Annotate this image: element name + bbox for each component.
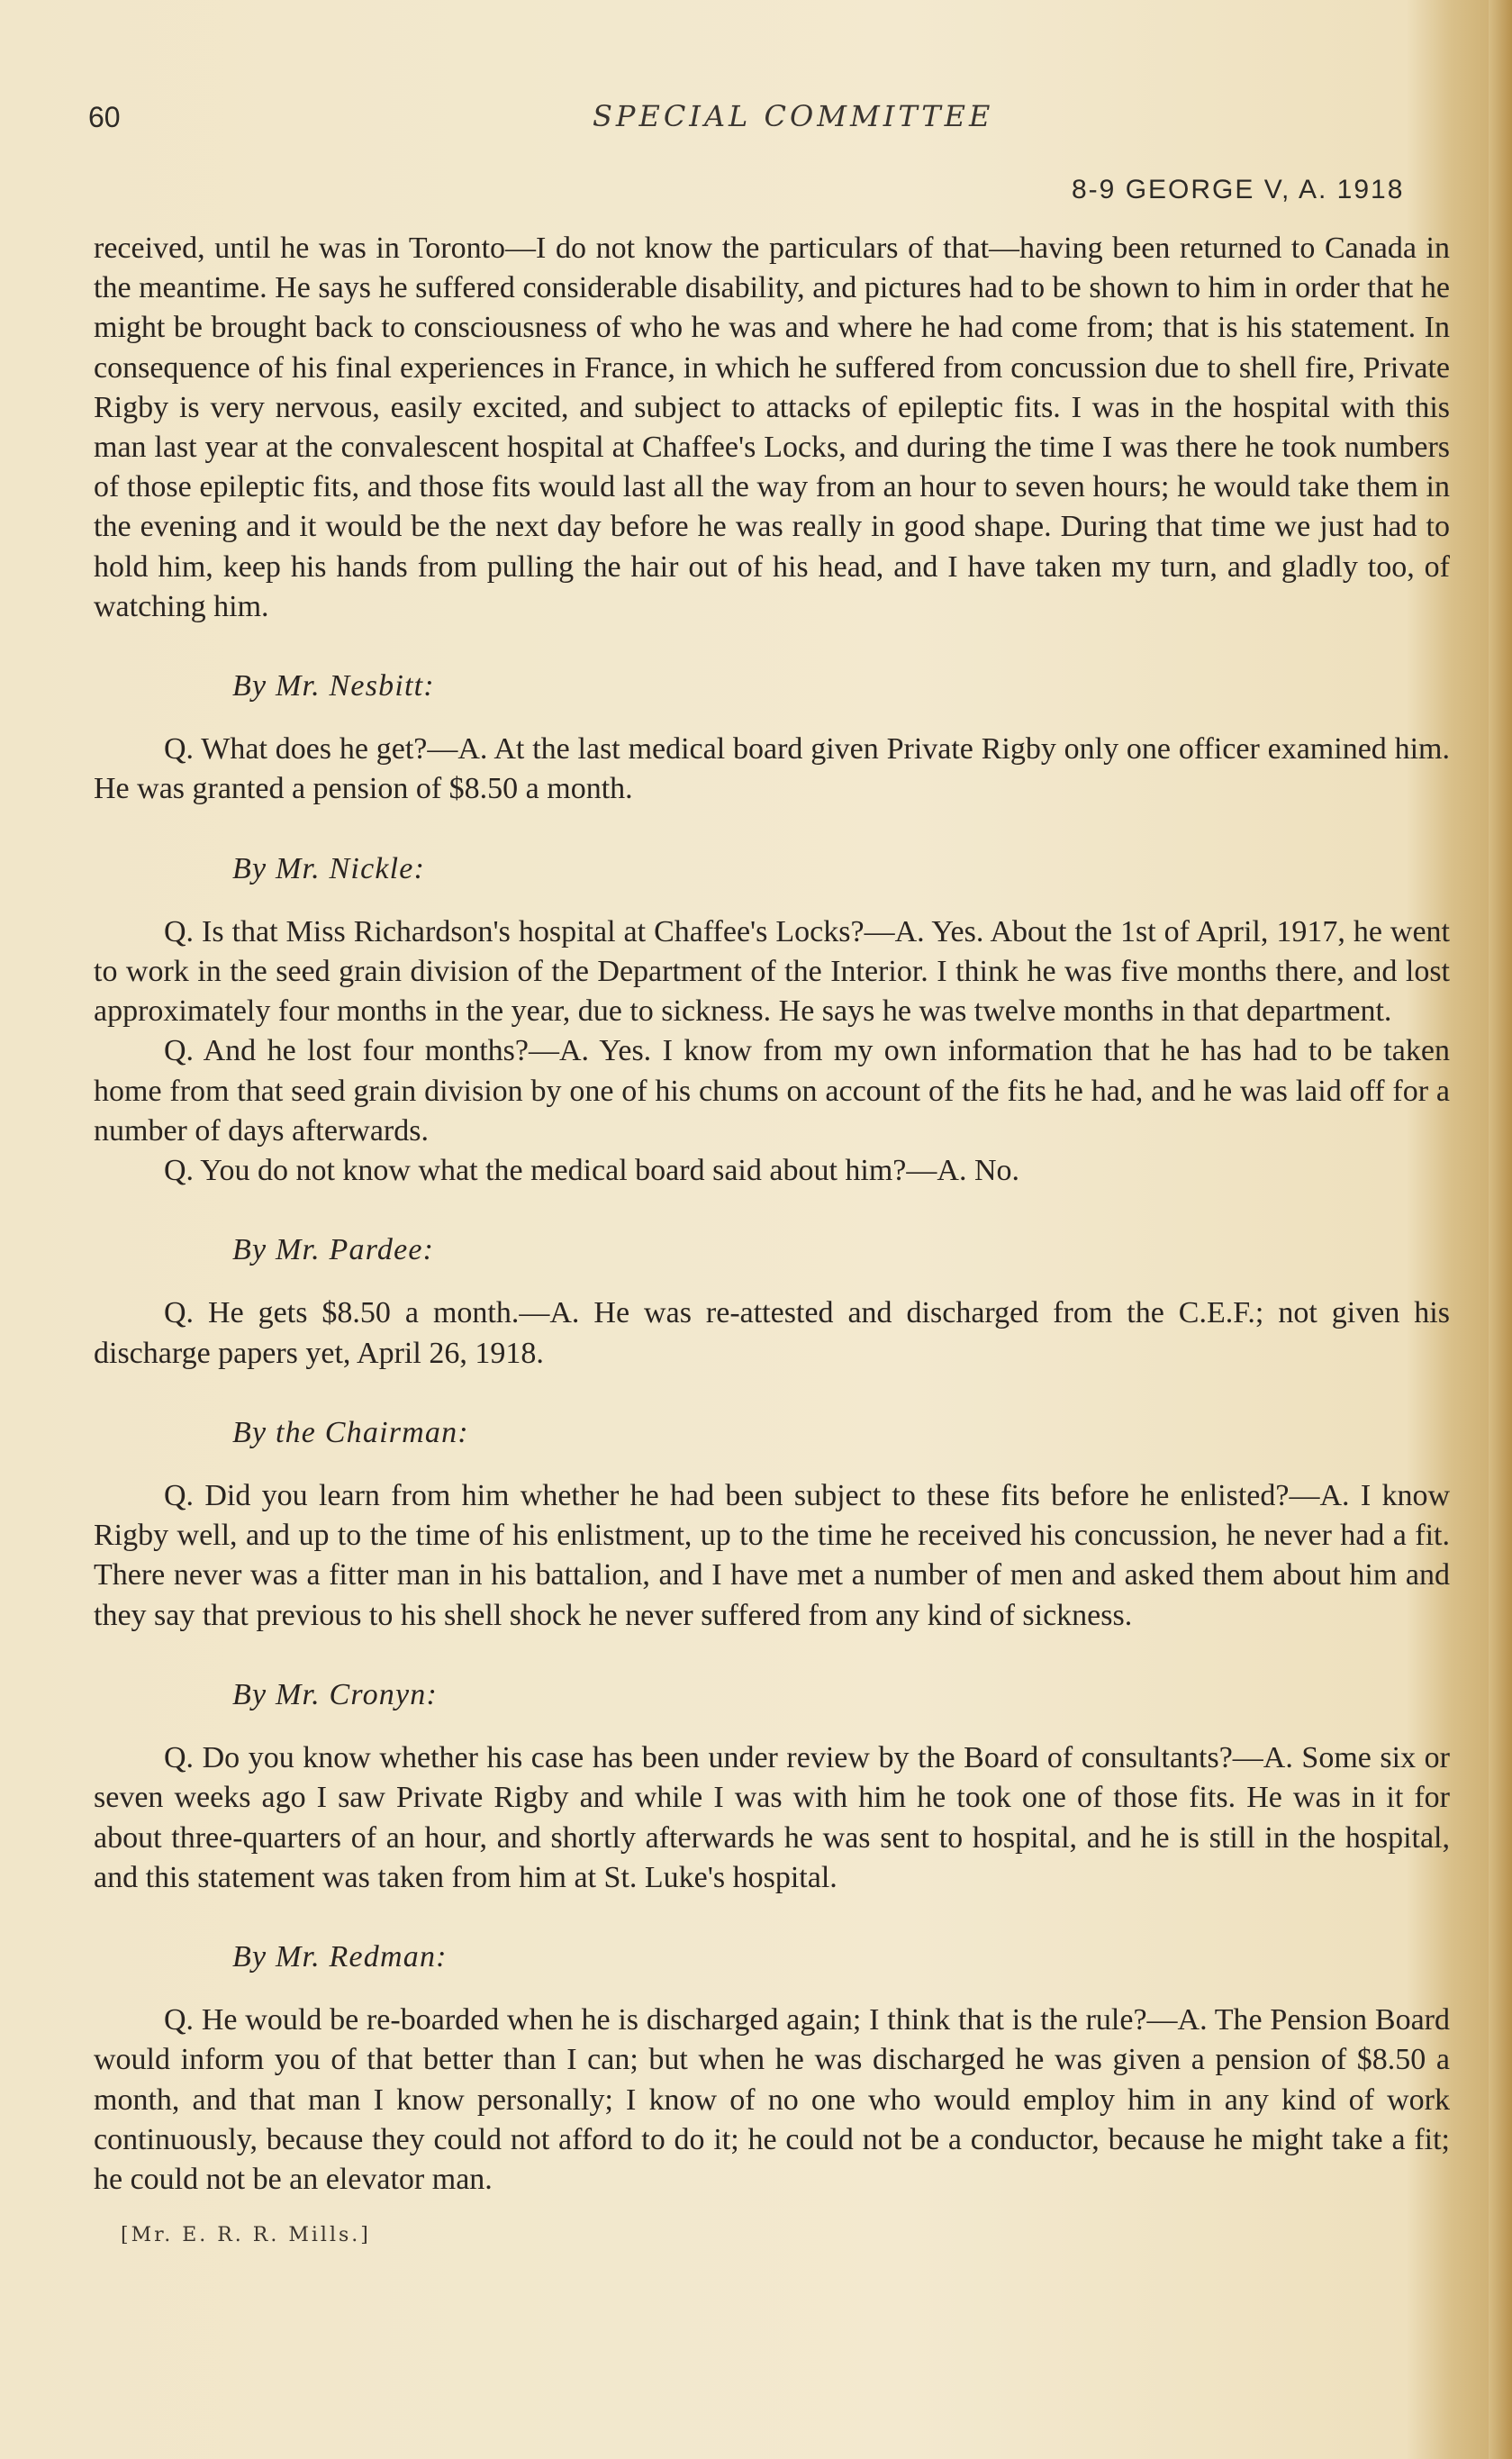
section-cronyn [94, 1675, 1450, 1898]
testimony-paragraph: Q. He gets $8.50 a month.—A. He was re-attested and discharged from the C.E.F.; not given his discharge papers yet, April 26, 1918. [94, 1296, 1450, 1370]
testimony-paragraph: Q. And he lost four months?—A. Yes. I know from my own information that he has had to be taken home from that seed grain division by one of his chums on account of the fits he had, and he was laid off for a number of days afterwards. [94, 1034, 1450, 1148]
opening-paragraph: received, until he was in Toronto—I do not know the particulars of that—having been returned to Canada in the meantime. He says he suffered considerable disability, and pictures had to be shown to him in order that he might be brought back to consciousness of who he was and where he had come from; that is his statement. In consequence of his final experiences in France, in which he suffered from concussion due to shell fire, Private Rigby is very nervous, easily excited, and subject to attacks of epileptic fits. I was in the hospital with this man last year at the convalescent hospital at Chaffee's Locks, and during the time I was there he took numbers of those epileptic fits, and those fits would last all the way from an hour to seven hours; he would take them in the evening and it would be the next day before he was really in good shape. During that time we just had to hold him, keep his hands from pulling the hair out of his head, and I have taken my turn, and gladly too, of watching him. [94, 231, 1450, 623]
page-number: 60 [88, 101, 121, 133]
page-edge [1489, 0, 1512, 2459]
speaker-heading: By Mr. Redman: [232, 1939, 448, 1974]
witness-footnote: [Mr. E. R. R. Mills.] [121, 2224, 371, 2247]
speaker-heading: By Mr. Cronyn: [232, 1677, 439, 1711]
speaker-heading: By Mr. Pardee: [232, 1233, 435, 1267]
section-pardee [94, 1230, 1450, 1374]
section-redman [94, 1937, 1450, 2200]
speaker-heading: By the Chairman: [232, 1415, 469, 1449]
speaker-heading: By Mr. Nickle: [232, 851, 426, 885]
session-label: 8-9 GEORGE V, A. 1918 [1072, 175, 1405, 204]
testimony-paragraph: Q. Did you learn from him whether he had been subject to these fits before he enlisted?—A. I know Rigby well, and up to the time of his enlistment, up to the time he received his concussion, he never had a fit. There never was a fitter man in his battalion, and I have met a number of men and asked them about him and they say that previous to his shell shock he never suffered from any kind of sickness. [94, 1479, 1450, 1632]
testimony-paragraph: Q. You do not know what the medical board said about him?—A. No. [164, 1154, 1019, 1188]
testimony-paragraph: Q. Is that Miss Richardson's hospital at Chaffee's Locks?—A. Yes. About the 1st of April, 1917, he went to work in the seed grain division of the Department of the Interior. I think he was five months there, and lost approximately four months in the year, due to sickness. He says he was twelve months in that department. [94, 914, 1450, 1029]
section-chairman [94, 1413, 1450, 1636]
testimony-paragraph: Q. What does he get?—A. At the last medical board given Private Rigby only one officer examined him. He was granted a pension of $8.50 a month. [94, 732, 1450, 806]
page-header [88, 95, 1439, 146]
section-nickle [94, 849, 1450, 1192]
speaker-heading: By Mr. Nesbitt: [232, 669, 435, 703]
testimony-paragraph: Q. He would be re-boarded when he is discharged again; I think that is the rule?—A. The Pension Board would inform you of that better than I can; but when he was discharged he was given a pension of $8.50 a month, and that man I know personally; I know of no one who would employ him in any kind of work continuously, because they could not afford to do it; he could not be a conductor, because he might take a fit; he could not be an elevator man. [94, 2003, 1450, 2196]
running-title: SPECIAL COMMITTEE [593, 99, 994, 133]
document-body [94, 229, 1450, 2255]
testimony-paragraph: Q. Do you know whether his case has been under review by the Board of consultants?—A. Some six or seven weeks ago I saw Private Rigby and while I was with him he took one of those fits. He was in it for about three-quarters of an hour, and shortly afterwards he was sent to hospital, and he is still in the hospital, and this statement was taken from him at St. Luke's hospital. [94, 1741, 1450, 1894]
section-nesbitt [94, 667, 1450, 810]
